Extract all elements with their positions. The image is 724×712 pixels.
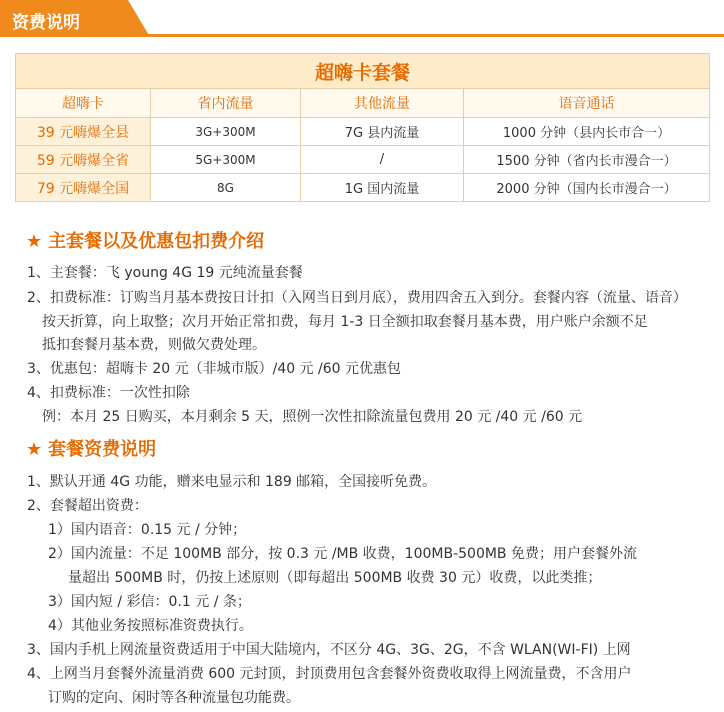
fee-line: 按天折算，向上取整；次月开始正常扣费，每月 1-3 日全额扣取套餐月基本费，用户账户余额不足 [42,314,648,330]
plan-name: 59 元嗨爆全省 [16,146,151,174]
fee-line: 抵扣套餐月基本费，则做欠费处理。 [42,337,266,353]
table-title: 超嗨卡套餐 [16,54,710,89]
star-icon: ★ [26,231,43,252]
province-data: 5G+300M [151,146,301,174]
tariff-line: 1、默认开通 4G 功能，赠来电显示和 189 邮箱，全国接听免费。 [27,474,437,490]
other-data: / [301,146,464,174]
plan-name: 79 元嗨爆全国 [16,174,151,202]
province-data: 3G+300M [151,118,301,146]
section-title-text: 套餐资费说明 [48,439,157,460]
section-title-fees [26,227,264,253]
column-header-province-data: 省内流量 [151,89,301,118]
tariff-line: 3、国内手机上网流量资费适用于中国大陆境内，不区分 4G、3G、2G，不含 WLAN(WI-FI) 上网 [27,642,631,658]
section-header [0,0,724,37]
header-title: 资费说明 [12,13,80,33]
column-header-other-data: 其他流量 [301,89,464,118]
province-data: 8G [151,174,301,202]
tariff-line: 4）其他业务按照标准资费执行。 [48,618,253,634]
other-data: 7G 县内流量 [301,118,464,146]
tariff-line: 1）国内语音：0.15 元 / 分钟； [48,522,247,538]
tariff-line: 3）国内短 / 彩信：0.1 元 / 条； [48,594,251,610]
section-title-tariff [26,435,156,461]
tariff-line: 量超出 500MB 时，仍按上述原则（即每超出 500MB 收费 30 元）收费，以此类推； [68,570,602,586]
section-title-text: 主套餐以及优惠包扣费介绍 [48,231,265,252]
tariff-line: 订购的定向、闲时等各种流量包功能费。 [48,690,300,706]
star-icon: ★ [26,439,43,460]
other-data: 1G 国内流量 [301,174,464,202]
fee-line: 3、优惠包：超嗨卡 20 元（非城市版）/40 元 /60 元优惠包 [27,361,402,377]
fee-line: 例：本月 25 日购买，本月剩余 5 天，照例一次性扣除流量包费用 20 元 /40 元 /60 元 [42,409,583,425]
table-row [16,146,710,174]
column-header-voice: 语音通话 [464,89,710,118]
fee-line: 4、扣费标准：一次性扣除 [27,385,190,401]
voice-minutes: 1000 分钟（县内长市合一） [464,118,710,146]
header-divider [0,34,724,37]
table-header-row [16,89,710,118]
tariff-line: 2、套餐超出资费： [27,498,148,514]
tariff-line: 4、上网当月套餐外流量消费 600 元封顶，封顶费用包含套餐外资费收取得上网流量费，不含用户 [27,666,632,682]
column-header-plan: 超嗨卡 [16,89,151,118]
plan-name: 39 元嗨爆全县 [16,118,151,146]
fee-line: 1、主套餐：飞 young 4G 19 元纯流量套餐 [27,265,303,281]
fee-line: 2、扣费标准：订购当月基本费按日计扣（入网当日到月底），费用四舍五入到分。套餐内容（流量、语音） [27,290,687,306]
voice-minutes: 1500 分钟（省内长市漫合一） [464,146,710,174]
tariff-line: 2）国内流量：不足 100MB 部分，按 0.3 元 /MB 收费，100MB-500MB 免费；用户套餐外流 [48,546,637,562]
voice-minutes: 2000 分钟（国内长市漫合一） [464,174,710,202]
plan-table [15,53,709,202]
table-row [16,174,710,202]
table-row [16,118,710,146]
